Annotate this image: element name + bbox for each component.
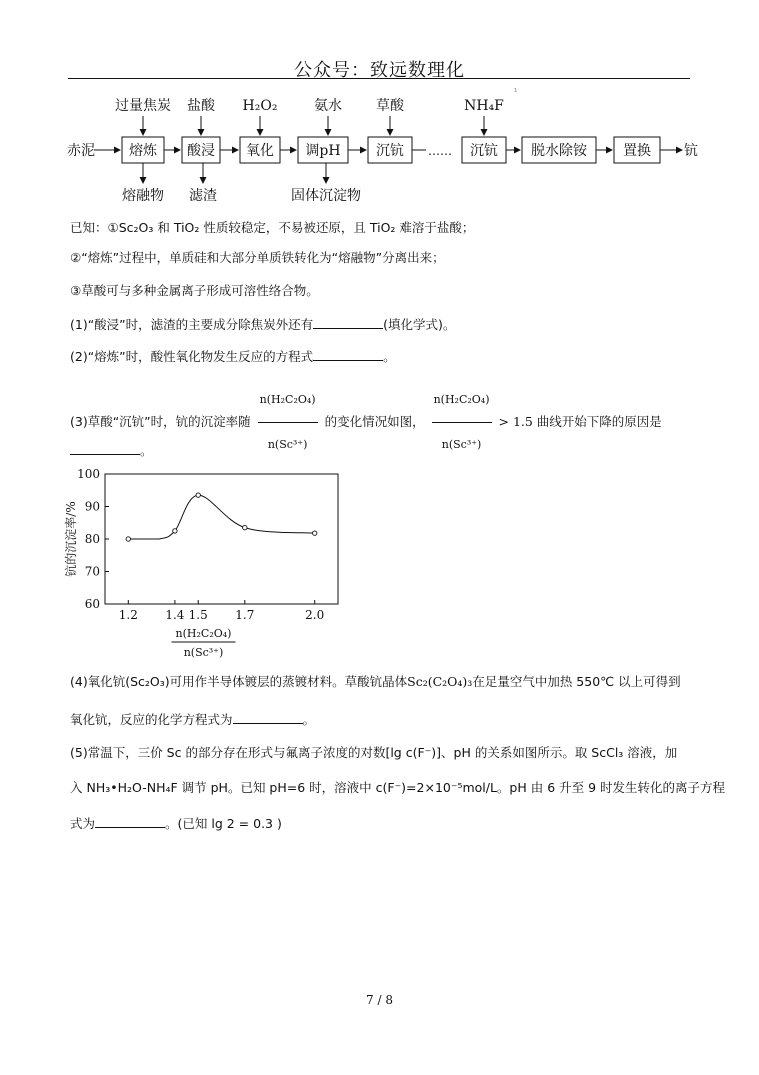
known-1: 已知：①Sc₂O₃ 和 TiO₂ 性质较稳定，不易被还原，且 TiO₂ 难溶于盐酸；: [70, 220, 475, 235]
y-tick-label: 100: [77, 467, 100, 481]
q4-end: 。: [302, 712, 316, 727]
x-tick-label: 1.4: [165, 608, 185, 622]
q3-answer-line: [70, 440, 153, 460]
q3-ratio-denominator: n(Sc³⁺): [267, 438, 308, 451]
q4-text-3: 氧化钪，反应的化学方程式为: [70, 712, 233, 727]
q4-answer-blank[interactable]: [233, 709, 303, 724]
question-3: [70, 380, 662, 465]
q5-answer-blank[interactable]: [95, 813, 165, 828]
q3-ratio-denominator-2: n(Sc³⁺): [441, 438, 482, 451]
flow-input-ammonia: 氨水: [314, 98, 342, 114]
q3-text-3: > 1.5 曲线开始下降的原因是: [498, 414, 662, 429]
y-tick-label: 70: [84, 564, 100, 579]
flow-output-residue: 滤渣: [189, 188, 217, 204]
question-4: [70, 673, 681, 691]
x-tick-label: 1.5: [188, 608, 208, 622]
page-number: 7 / 8: [366, 993, 393, 1007]
q3-answer-blank[interactable]: [70, 440, 140, 455]
q2-answer-blank[interactable]: [313, 346, 383, 361]
q5-text: 式为: [70, 816, 96, 831]
question-1: [70, 314, 455, 334]
q1-text: (1)“酸浸”时，滤渣的主要成分除焦炭外还有: [70, 317, 314, 332]
flow-step-oxidize: 氧化: [246, 143, 274, 159]
series-line: [128, 495, 314, 539]
flow-step-smelt: 熔炼: [129, 143, 157, 159]
data-point: [173, 529, 177, 533]
y-axis-label: 钪的沉淀率/%: [64, 501, 78, 577]
q3-text-2: 的变化情况如图，: [324, 414, 425, 429]
data-point: [313, 531, 317, 535]
q3-text: (3)草酸“沉钪”时，钪的沉淀率随: [70, 414, 251, 429]
flow-step-dehydrate: 脱水除铵: [531, 143, 587, 159]
question-5-cont: 入 NH₃•H₂O-NH₄F 调节 pH。已知 pH=6 时，溶液中 c(F⁻)=2×10⁻⁵mol/L。pH 由 6 升至 9 时发生转化的离子方程: [70, 780, 726, 795]
process-flow-diagram: [60, 92, 710, 210]
known-3: ③草酸可与多种金属离子形成可溶性络合物。: [70, 283, 319, 298]
flow-input-coke: 过量焦炭: [115, 98, 171, 114]
question-4-cont: [70, 709, 315, 729]
x-tick-label: 2.0: [305, 608, 325, 622]
flow-input-h2o2: H₂O₂: [242, 98, 278, 114]
flow-dots: ……: [428, 144, 452, 158]
flow-input-oxalic: 草酸: [376, 98, 404, 114]
x-tick-label: 1.2: [118, 608, 138, 622]
q5-suffix: 。(已知 lg 2 = 0.3 ): [165, 816, 282, 831]
data-point: [243, 525, 247, 529]
flow-output-solid: 固体沉淀物: [291, 188, 361, 204]
flow-step-replace: 置换: [623, 143, 651, 159]
page-header: 公众号：致远数理化: [294, 60, 465, 81]
q1-answer-blank[interactable]: [313, 314, 383, 329]
flow-step-acid-leach: 酸浸: [187, 143, 215, 159]
x-axis-label-numerator: n(H₂C₂O₄): [175, 627, 232, 640]
q3-ratio-fraction: [258, 380, 318, 465]
flow-step-adjust-ph: 调pH: [305, 143, 341, 159]
q2-text: (2)“熔炼”时，酸性氧化物发生反应的方程式: [70, 349, 314, 364]
question-5-end: [70, 813, 282, 833]
x-axis-label-denominator: n(Sc³⁺): [183, 646, 224, 659]
flow-start: 赤泥: [67, 143, 95, 159]
known-2: ②“熔炼”过程中，单质硅和大部分单质铁转化为“熔融物”分离出来；: [70, 250, 445, 265]
flow-input-hcl: 盐酸: [187, 98, 215, 114]
question-2: [70, 346, 396, 366]
q4-text: (4)氧化钪(Sc₂O₃)可用作半导体镀层的蒸镀材料。草酸钪晶体: [70, 674, 408, 689]
y-tick-label: 60: [84, 597, 100, 611]
y-tick-label: 80: [84, 532, 100, 546]
header-rule: [68, 78, 690, 79]
q2-suffix: 。: [383, 349, 396, 364]
flow-output-melt: 熔融物: [122, 188, 164, 204]
q4-formula: Sc₂(C₂O₄)₃: [407, 674, 473, 689]
q4-text-2: 在足量空气中加热 550℃ 以上可得到: [472, 674, 681, 689]
flow-input-nh4f: NH₄F: [464, 98, 504, 114]
y-tick-label: 90: [84, 499, 100, 514]
flow-end: 钪: [684, 143, 698, 159]
stray-mark: 1: [514, 88, 518, 94]
question-5: (5)常温下，三价 Sc 的部分存在形式与氟离子浓度的对数[lg c(F⁻)]、pH 的关系如图所示。取 ScCl₃ 溶液，加: [70, 745, 678, 760]
x-tick-label: 1.7: [235, 608, 255, 622]
data-point: [126, 537, 130, 541]
data-point: [196, 493, 200, 497]
q3-end: 。: [140, 443, 153, 458]
q3-ratio-numerator: n(H₂C₂O₄): [258, 380, 318, 423]
q3-ratio-numerator-2: n(H₂C₂O₄): [432, 380, 492, 423]
sc-precipitation-chart: [55, 462, 355, 662]
flow-step-precip-sc-2: 沉钪: [470, 143, 498, 159]
q3-ratio-fraction-2: [432, 380, 492, 465]
flow-step-precip-sc-1: 沉钪: [376, 143, 404, 159]
q1-suffix: (填化学式)。: [383, 317, 456, 332]
